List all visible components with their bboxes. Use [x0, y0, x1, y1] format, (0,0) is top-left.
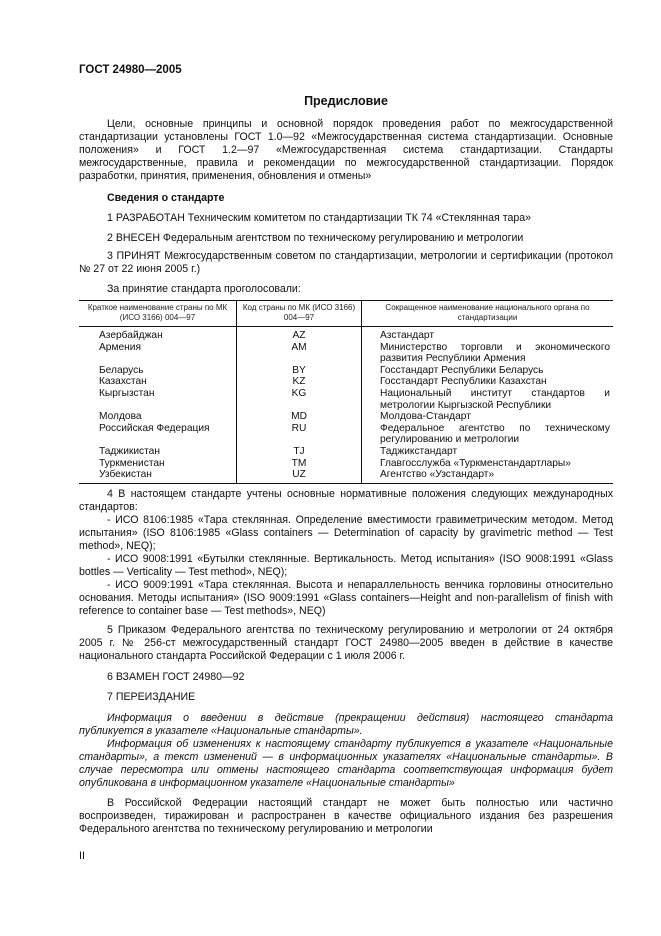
code-cell: TM	[237, 458, 362, 470]
code-cell: KZ	[237, 376, 362, 388]
item-6-replaces: 6 ВЗАМЕН ГОСТ 24980—92	[107, 671, 245, 683]
country-cell: Беларусь	[99, 364, 144, 376]
body-cell: Молдова-Стандарт	[362, 411, 614, 423]
code-cell: KG	[237, 388, 362, 411]
list-item: - ИСО 9008:1991 «Бутылки стеклянные. Вертикальность. Метод испытания» (ISO 9008:1991 «Glass bottles — Verticality — Test method», NEQ);	[79, 553, 613, 578]
body-cell: Федеральное агентство по техническому регулированию и метрологии	[362, 423, 614, 446]
page-title: Предисловие	[304, 94, 388, 108]
table-row	[79, 376, 613, 388]
table-row	[79, 446, 613, 458]
column-header-body: Сокращенное наименование национального органа по стандартизации	[362, 301, 614, 327]
code-cell: AM	[237, 342, 362, 365]
vote-intro: За принятие стандарта проголосовали:	[107, 283, 301, 295]
body-cell: Госстандарт Республики Казахстан	[362, 376, 614, 388]
item-1-developed: 1 РАЗРАБОТАН Техническим комитетом по стандартизации ТК 74 «Стеклянная тара»	[107, 212, 532, 224]
table-row	[79, 342, 613, 365]
country-cell: Российская Федерация	[99, 422, 210, 434]
notes-section	[79, 712, 613, 790]
body-cell: Министерство торговли и экономического развития Республики Армения	[362, 342, 614, 365]
code-cell: UZ	[237, 469, 362, 483]
column-header-code: Код страны по МК (ИСО 3166) 004—97	[237, 301, 362, 327]
country-cell: Армения	[99, 341, 141, 353]
country-cell: Таджикистан	[99, 445, 160, 457]
info-heading: Сведения о стандарте	[107, 192, 225, 204]
body-cell: Азстандарт	[362, 327, 614, 342]
body-cell: Главгосслужба «Туркменстандартлары»	[362, 458, 614, 470]
body-cell: Национальный институт стандартов и метрологии Кыргызской Республики	[362, 388, 614, 411]
country-cell: Узбекистан	[99, 469, 152, 481]
body-cell: Агентство «Узстандарт»	[362, 469, 614, 483]
intro-paragraph: Цели, основные принципы и основной порядок проведения работ по межгосударственной стандартизации установлены ГОСТ 1.0—92 «Межгосударственная система стандартизации. Основные положения» и ГОСТ 1.2—97 «Межгосударственная система стандартизации. Стандарты межгосударственные, правила и рекомендации по межгосударственной стандартизации. Порядок разработки, принятия, применения, обновления и отмены»	[79, 118, 613, 182]
table-row	[79, 423, 613, 446]
item-5-enacted: 5 Приказом Федерального агентства по техническому регулированию и метрологии от 24 октября 2005 г. № 256-ст межгосударственный стандарт ГОСТ 24980—2005 введен в действие в качестве национального стандарта Российской Федерации с 1 июля 2006 г.	[79, 624, 613, 662]
item-4-text: 4 В настоящем стандарте учтены основные нормативные положения следующих международных стандартов:	[79, 488, 613, 513]
table-header-row	[79, 301, 613, 327]
country-cell: Азербайджан	[99, 330, 163, 341]
note-changes-info: Информация об изменениях к настоящему стандарту публикуется в указателе «Национальные стандарты», а текст изменений — в информационных указателях «Национальные стандарты». В случае пересмотра или отмены настоящего стандарта соответствующая информация будет опубликована в информационном указателе «Национальные стандарты»	[79, 738, 613, 789]
item-2-submitted: 2 ВНЕСЕН Федеральным агентством по техническому регулированию и метрологии	[107, 232, 524, 244]
body-cell: Таджикстандарт	[362, 446, 614, 458]
code-cell: BY	[237, 365, 362, 377]
country-cell: Кыргызстан	[99, 387, 155, 399]
page-number: II	[79, 850, 85, 862]
document-code-header: ГОСТ 24980—2005	[79, 64, 182, 76]
copyright-notice: В Российской Федерации настоящий стандарт не может быть полностью или частично воспроизведен, тиражирован и распространен в качестве официального издания без разрешения Федерального агентства по техническому регулированию и метрологии	[79, 797, 613, 835]
table-row	[79, 388, 613, 411]
country-cell: Казахстан	[99, 376, 147, 388]
list-item: - ИСО 8106:1985 «Тара стеклянная. Определение вместимости гравиметрическим методом. Метод испытания» (ISO 8106:1985 «Glass containers — Determination of capacity by gravimetric method — Test method», NEQ);	[79, 514, 613, 552]
country-cell: Туркменистан	[99, 457, 165, 469]
list-item: - ИСО 9009:1991 «Тара стеклянная. Высота и непараллельность венчика горловины относительно основания. Методы испытания» (ISO 9009:1991 «Glass containers—Height and non-parallelism of finish with reference to container base — Test methods», NEQ)	[79, 579, 613, 617]
item-7-reissue: 7 ПЕРЕИЗДАНИЕ	[107, 691, 196, 703]
table-row	[79, 469, 613, 483]
code-cell: AZ	[237, 327, 362, 342]
table-row	[79, 458, 613, 470]
country-cell: Молдова	[99, 411, 142, 423]
table-row	[79, 411, 613, 423]
voting-table	[79, 300, 613, 484]
item-4-section	[79, 488, 613, 618]
item-3-adopted: 3 ПРИНЯТ Межгосударственным советом по стандартизации, метрологии и сертификации (протокол № 27 от 22 июня 2005 г.)	[79, 250, 613, 275]
body-cell: Госстандарт Республики Беларусь	[362, 365, 614, 377]
table-row	[79, 365, 613, 377]
note-publication-info: Информация о введении в действие (прекращении действия) настоящего стандарта публикуется в указателе «Национальные стандарты».	[79, 712, 613, 737]
table-row	[79, 327, 613, 342]
column-header-country: Краткое наименование страны по МК (ИСО 3166) 004—97	[79, 301, 237, 327]
code-cell: RU	[237, 423, 362, 446]
code-cell: TJ	[237, 446, 362, 458]
code-cell: MD	[237, 411, 362, 423]
